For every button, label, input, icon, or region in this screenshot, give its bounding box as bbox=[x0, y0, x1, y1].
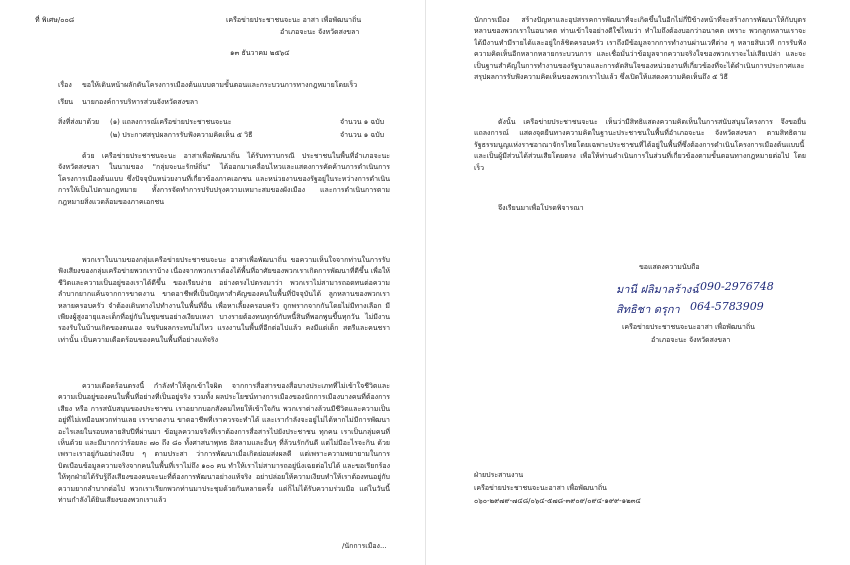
coordinator-organization: เครือข่ายประชาชนจะนะอาสา เพื่อพัฒนาถิ่น bbox=[474, 484, 607, 492]
coordinator-phone-numbers: ๐๖๐-๒๙๗๙-๗๔๘/๐๖๔-๕๗๘-๓๙๐๙/๐๙๔-๑๙๙-๑๒๓๔ bbox=[474, 497, 641, 505]
enclosure-quantity: จำนวน ๑ ฉบับ bbox=[340, 131, 385, 139]
sender-address: อำเภอจะนะ จังหวัดสงขลา bbox=[280, 28, 360, 36]
body-paragraph-2: พวกเราในนามของกลุ่มเครือข่ายประชาชนจะนะ อาสาเพื่อพัฒนาถิ่น ขอความเห็นใจจากท่านในการรับฟังเสียงของกลุ่มเครือข่ายพวกเราบ้าง เนื่องจากพวกเราต้องได้พื้นที่อาศัยของพวกเราเกิดการพัฒนาที่ดีขึ้น เพื่อให้ชีวิตและความเป็นอยู่ของเราได้ดีขึ้น ของเรียบง่าย อย่างตรงไปตรงมาว่า พวกเราไม่สามารถอดทนต่อความลำบากยากแค้นจากการขาดงาน ขาดอาชีพที่เป็นปัญหาสำคัญของคนในพื้นที่ปัจจุบันได้ ลูกหลานของพวกเราหลายครอบครัว จำต้องเดินทางไปทำงานในพื้นที่อื่น เพื่อหาเลี้ยงครอบครัว ถูกพรากจากกันโดยไม่มีทางเลือก มีเพียงผู้สูงอายุและเด็กที่อยู่กันในชุมชนอย่างเงียบเหงา บางรายต้องทนทุกข์กับหนี้สินที่พอกพูนขึ้นทุกวัน ไม่มีงานรองรับในบ้านเกิดของตนเอง จนรับผลกระทบไม่ไหว แรงงานในพื้นที่อีกต่อไปแล้ว คงมีแต่เด็ก สตรีและคนชรา เท่านั้น เป็นความเดือดร้อนของคนในพื้นที่อย่างแท้จริง bbox=[58, 256, 390, 344]
handwritten-phone-2: 064-5783909 bbox=[690, 300, 764, 313]
letter-date: ๑๓ ธันวาคม ๒๕๖๔ bbox=[230, 49, 290, 57]
body-paragraph-4: นักการเมือง สร้างปัญหาและอุปสรรคการพัฒนาที่จะเกิดขึ้นในอีกไม่กี่ปีข้างหน้าที่จะสร้างการพัฒนาให้กับบุตรหลานของพวกเราในอนาคต ท่านเข้าใจอย่างดีใช่ไหมว่า ทำไมถึงต้องบอกว่าอนาคต เพราะ พวกลูกหลานเราจะได้มีงานทำมีรายได้และอยู่ใกล้ชิดครอบครัว เราถึงมีข้อมูลจากการทำงานผ่านเวทีต่าง ๆ หลายสิบเวที การรับฟังความคิดเห็นอีกหลากหลายกระบวนการ และเชื่อมั่นว่าข้อมูลจากความจริงใจของพวกเราจะไม่เสียเปล่า และจะเป็นฐานสำคัญในการทำงานของรัฐบาลและการตัดสินใจของหน่วยงานที่เกี่ยวข้องที่จะได้ดำเนินการประกาศและสรุปผลการรับฟังความคิดเห็นของพวกเราไปแล้ว ซึ่งเปิดให้แสดงความคิดเห็นถึง ๕ วิธี bbox=[474, 16, 806, 82]
enclosures-label: สิ่งที่ส่งมาด้วย bbox=[58, 118, 100, 126]
subject-label: เรื่อง bbox=[58, 81, 72, 89]
document-number: ที่ พิเศษ/๐๐๘ bbox=[35, 16, 75, 24]
handwritten-phone-1: 090-2976748 bbox=[700, 280, 774, 293]
coordinator-label: ฝ่ายประสานงาน bbox=[474, 471, 524, 479]
handwritten-signature-1: มานี ฝลิมาลร้างฉ์ bbox=[616, 283, 699, 296]
subject-text: ขอให้เดินหน้าผลักดันโครงการเมืองต้นแบบตามขั้นตอนและกระบวนการทางกฎหมายโดยเร็ว bbox=[82, 81, 358, 89]
enclosure-item: (๒) ประกาศสรุปผลการรับฟังความคิดเห็น ๕ วิธี bbox=[110, 131, 253, 139]
enclosure-quantity: จำนวน ๑ ฉบับ bbox=[340, 118, 385, 126]
body-paragraph-5: ดังนั้น เครือข่ายประชาชนจะนะ เห็นว่ามีสิทธิแสดงความคิดเห็นในการสนับสนุนโครงการ จึงขอยื่นแถลงการณ์ แสดงจุดยืนทางความคิดในฐานะประชาชนในพื้นที่อำเภอจะนะ จังหวัดสงขลา ตามสิทธิตามรัฐธรรมนูญแห่งราชอาณาจักรไทยโดยเฉพาะประชาชนที่ได้อยู่ในพื้นที่ซึ่งต้องการดำเนินโครงการเมืองต้นแบบนี้และเป็นผู้มีส่วนได้ส่วนเสียโดยตรง เพื่อให้ท่านดำเนินการในส่วนที่เกี่ยวข้องตามขั้นตอนทางกฎหมายต่อไป โดยเร็ว bbox=[474, 118, 806, 172]
body-paragraph-1: ด้วย เครือข่ายประชาชนจะนะ อาสาเพื่อพัฒนาถิ่น ได้รับทราบกรณี ประชาชนในพื้นที่อำเภอจะนะ จังหวัดสงขลา ในนามของ "กลุ่มจะนะรักษ์ถิ่น" ได้ออกมาเคลื่อนไหวและแสดงการคัดค้านการดำเนินการโครงการเมืองต้นแบบ ซึ่งปัจจุบันหน่วยงานที่เกี่ยวข้องภาคเอกชน และหน่วยงานของรัฐอยู่ในระหว่างการดำเนินการให้เป็นไปตามกฎหมาย ทั้งการจัดทำการปรับปรุงความเหมาะสมของผังเมือง และการดำเนินการตามกฎหมายสิ่งแวดล้อมของภาคเอกชน bbox=[58, 152, 390, 206]
enclosure-item: (๑) แถลงการณ์เครือข่ายประชาชนจะนะ bbox=[110, 118, 232, 126]
signature-address: อำเภอจะนะ จังหวัดสงขลา bbox=[651, 336, 731, 344]
closing-line: จึงเรียนมาเพื่อโปรดพิจารณา bbox=[498, 204, 584, 212]
sender-organization: เครือข่ายประชาชนจะนะ อาสา เพื่อพัฒนาถิ่น bbox=[226, 16, 362, 24]
signature-heading: ขอแสดงความนับถือ bbox=[639, 263, 700, 271]
continuation-marker: /นักการเมือง... bbox=[342, 542, 387, 550]
body-paragraph-3: ความเดือดร้อนตรงนี้ กำลังทำให้ลูกเข้าใจผิด จากการสื่อสารของสื่อบางประเภทที่ไม่เข้าใจชีวิตและความเป็นอยู่ของคนในพื้นที่อย่างที่เป็นอยู่จริง รวมทั้ง ผลประโยชน์ทางการเมืองของนักการเมืองบางคนที่ต้องการเสียง หรือ การสนับสนุนของประชาชน เราอยากบอกสังคมไทยให้เข้าใจกัน พวกเราต่างล้วนมีชีวิตและความเป็นอยู่ที่ไม่เหมือนพวกท่านเลย เราขาดงาน ขาดอาชีพที่เราควรจะทำได้ และเรากำลังจะอยู่ไม่ได้หากไม่มีการพัฒนาอะไรเลยในรอบหลายสิบปีที่ผ่านมา ข้อมูลความจริงที่เราต้องการสื่อสารไปยังประชาชน ทุกคน เราเป็นกลุ่มคนที่เห็นด้วย และมีมากกว่าร้อยละ ๗๐ ถึง ๘๐ ทั้งศาสนาพุทธ อิสลามและอื่นๆ ที่ล้วนรักกันดี แต่ไม่มีอะไรจะกิน ด้วยเพราะเราอยู่กันอย่างเงียบ ๆ ตามประสา ว่าการพัฒนาเมื่อเกิดย่อมส่งผลดี แต่เพราะความพยายามในการบิดเบือนข้อมูลความจริงจากคนในพื้นที่เราไม่ถึง ๑๐๐ คน ทำให้เราไม่สามารถอยู่นิ่งเฉยต่อไปได้ และขอเรียกร้องให้ทุกฝ่ายได้รับรู้ถึงเสียงของคนจะนะที่ต้องการพัฒนาอย่างแท้จริง อย่าปล่อยให้ความเงียบทำให้เราต้องทนอยู่กับความยากลำบากต่อไป พวกเราเรียกพวกท่านมาประชุมด้วยกันหลายครั้ง แต่ก็ไม่ได้รับความร่วมมือ แต่ในวันนี้ ท่านกำลังได้ยินเสียงของพวกเราแล้ว bbox=[58, 382, 390, 505]
letter-page-2 bbox=[425, 0, 850, 565]
recipient-label: เรียน bbox=[58, 98, 74, 106]
signature-organization: เครือข่ายประชาชนจะนะอาสา เพื่อพัฒนาถิ่น bbox=[622, 323, 755, 331]
handwritten-signature-2: สิทธิชา ดรุกา bbox=[616, 303, 680, 316]
recipient-text: นายกองค์การบริหารส่วนจังหวัดสงขลา bbox=[82, 98, 199, 106]
